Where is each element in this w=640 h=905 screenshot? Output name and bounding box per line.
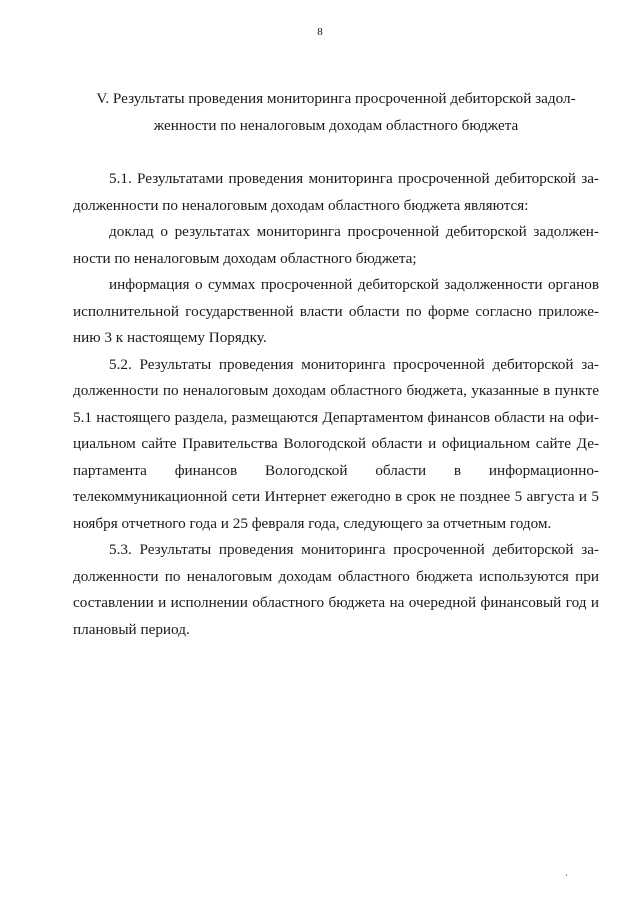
text-line: ноября отчетного года и 25 февраля года, следующего за отчетным годом. (73, 514, 552, 532)
text-line: партамента финансов Вологодской области в информационно- (73, 461, 599, 479)
paragraph-information (73, 272, 599, 352)
text-line: телекоммуникационной сети Интернет ежегодно в срок не позднее 5 августа и 5 (73, 488, 599, 505)
section-title (73, 86, 599, 139)
text-line: 5.1. Результатами проведения мониторинга просроченной дебиторской за- (109, 170, 599, 187)
section-title-line: женности по неналоговым доходам областного бюджета (153, 116, 519, 134)
paragraph-5-1 (73, 166, 599, 219)
text-line: исполнительной государственной власти области по форме согласно приложе- (73, 302, 599, 320)
text-line: доклад о результатах мониторинга просроченной дебиторской задолжен- (109, 223, 599, 240)
page-number: 8 (317, 26, 323, 38)
paragraph-report (73, 219, 599, 272)
section-title-line: V. Результаты проведения мониторинга просроченной дебиторской задол- (96, 90, 576, 107)
text-line: плановый период. (73, 620, 190, 638)
paragraph-5-3 (73, 537, 599, 643)
text-line: циальном сайте Правительства Вологодской области и официальном сайте Де- (73, 435, 599, 452)
paragraph-5-2 (73, 352, 599, 538)
document-body (73, 86, 599, 643)
scan-mark (566, 874, 567, 876)
text-line: долженности по неналоговым доходам областного бюджета, указанные в пункте (73, 382, 599, 399)
text-line: долженности по неналоговым доходам областного бюджета являются: (73, 196, 529, 214)
text-line: информация о суммах просроченной дебиторской задолженности органов (109, 276, 599, 293)
text-line: 5.1 настоящего раздела, размещаются Департаментом финансов области на офи- (73, 408, 599, 426)
text-line: 5.3. Результаты проведения мониторинга просроченной дебиторской за- (109, 541, 599, 558)
text-line: 5.2. Результаты проведения мониторинга просроченной дебиторской за- (109, 355, 599, 373)
text-line: нию 3 к настоящему Порядку. (73, 329, 267, 346)
text-line: долженности по неналоговым доходам областного бюджета используются при (73, 567, 599, 585)
text-line: ности по неналоговым доходам областного бюджета; (73, 249, 417, 267)
text-line: составлении и исполнении областного бюджета на очередной финансовый год и (73, 594, 599, 611)
